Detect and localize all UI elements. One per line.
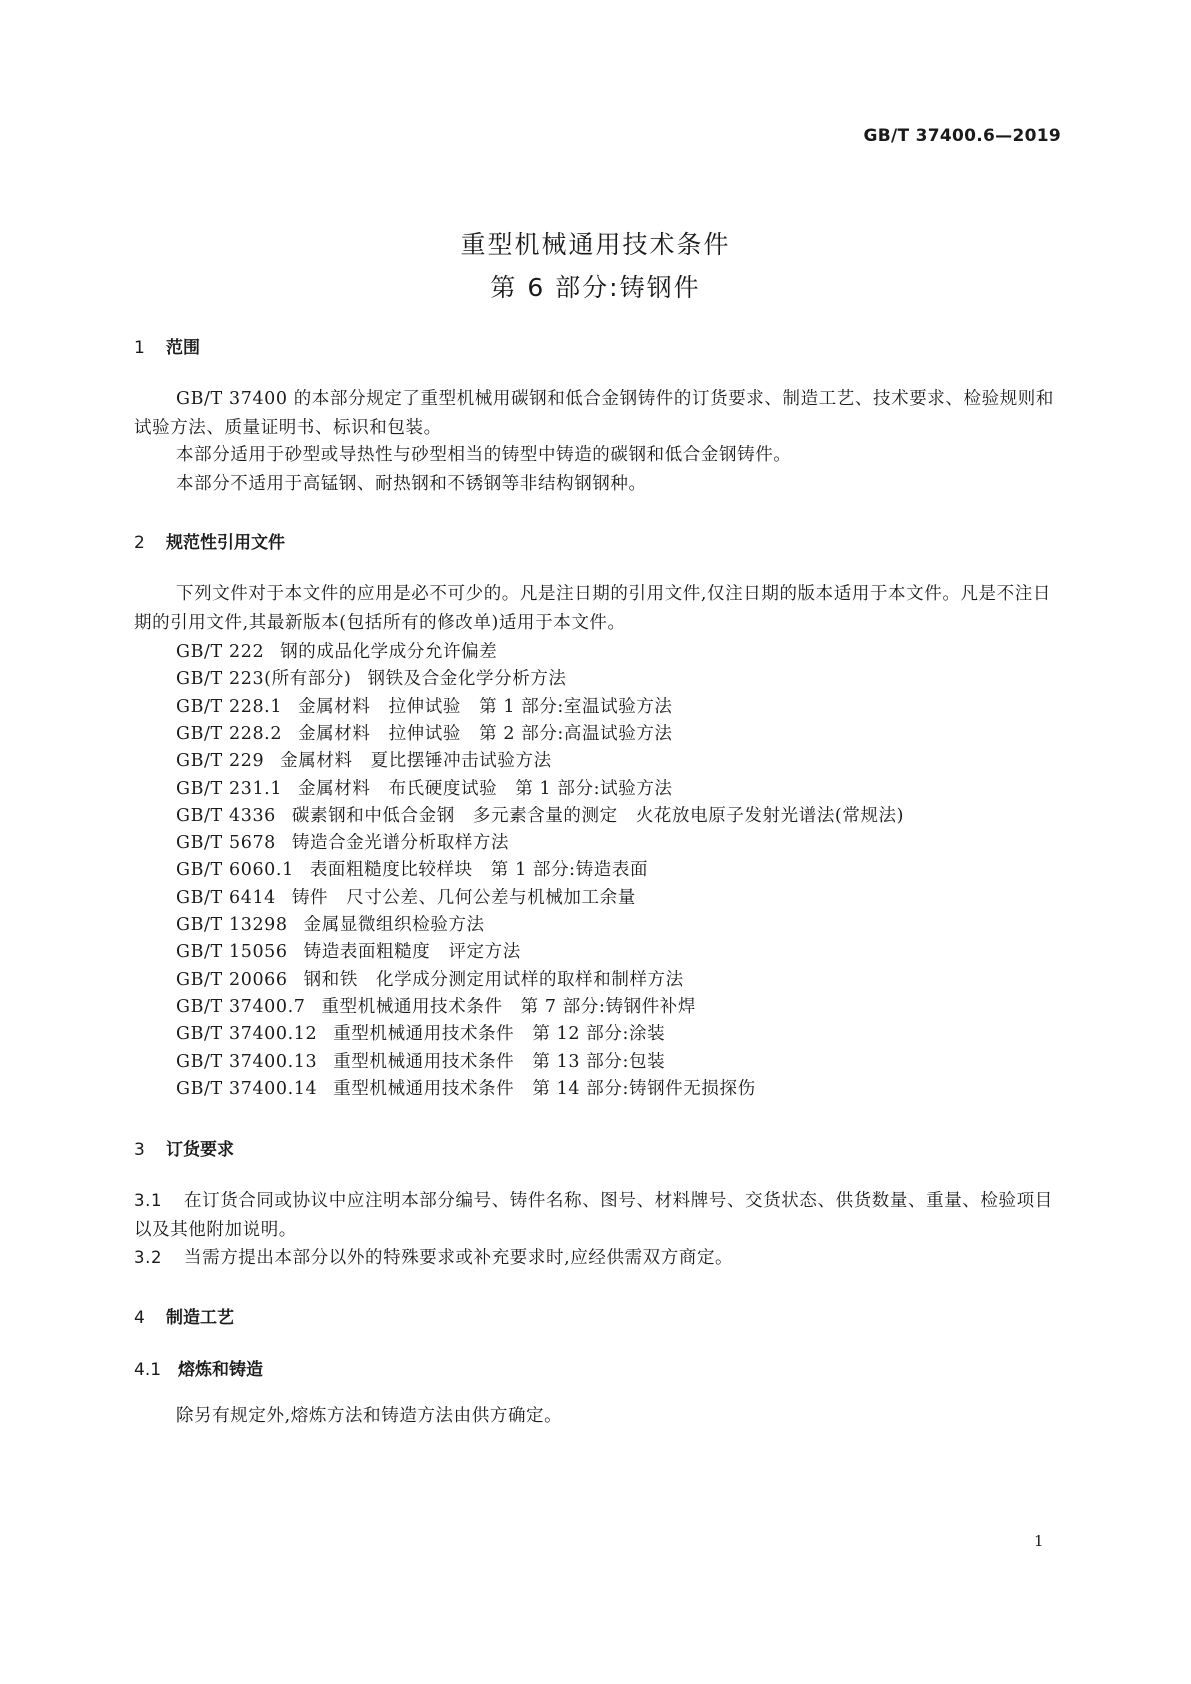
reference-code: GB/T 37400.13	[176, 1051, 318, 1072]
scope-paragraph-2: 本部分适用于砂型或导热性与砂型相当的铸型中铸造的碳钢和低合金钢铸件。	[176, 445, 792, 465]
section-title: 范围	[166, 338, 200, 358]
reference-item	[176, 829, 509, 854]
reference-title: 重型机械通用技术条件 第 7 部分:铸钢件补焊	[321, 996, 697, 1017]
reference-title: 金属材料 拉伸试验 第 2 部分:高温试验方法	[298, 723, 673, 744]
reference-item	[176, 1075, 756, 1100]
clause-text: 在订货合同或协议中应注明本部分编号、铸件名称、图号、材料牌号、交货状态、供货数量、重量、检验项目以及其他附加说明。	[134, 1191, 1053, 1240]
page-number: 1	[1034, 1532, 1044, 1550]
reference-item	[176, 938, 521, 963]
reference-code: GB/T 37400.12	[176, 1024, 318, 1045]
reference-item	[176, 856, 648, 881]
clause-3-2	[134, 1243, 1059, 1273]
standard-code: GB/T 37400.6—2019	[863, 126, 1061, 146]
normative-intro: 下列文件对于本文件的应用是必不可少的。凡是注日期的引用文件,仅注日期的版本适用于本文件。凡是不注日期的引用文件,其最新版本(包括所有的修改单)适用于本文件。	[134, 584, 1051, 633]
reference-item	[176, 993, 696, 1018]
reference-code: GB/T 231.1	[176, 778, 283, 799]
reference-title: 金属显微组织检验方法	[303, 915, 485, 935]
reference-title: 钢铁及合金化学分析方法	[367, 669, 567, 690]
reference-item	[176, 911, 485, 936]
section-number: 4.1	[134, 1360, 162, 1380]
reference-title: 金属材料 布氏硬度试验 第 1 部分:试验方法	[298, 778, 673, 799]
clause-3-1	[134, 1186, 1059, 1245]
scope-paragraph-1: GB/T 37400 的本部分规定了重型机械用碳钢和低合金钢铸件的订货要求、制造工艺、技术要求、检验规则和试验方法、质量证明书、标识和包装。	[134, 389, 1054, 438]
scope-paragraph-3: 本部分不适用于高锰钢、耐热钢和不锈钢等非结构钢钢种。	[176, 474, 647, 494]
section-title: 规范性引用文件	[166, 533, 285, 553]
document-subtitle: 第 6 部分:铸钢件	[490, 273, 701, 302]
reference-item	[176, 747, 552, 772]
reference-item	[176, 665, 567, 690]
section-number: 4	[134, 1308, 145, 1328]
reference-code: GB/T 15056	[176, 942, 288, 963]
clause-number: 3.2	[134, 1248, 163, 1267]
section-number: 1	[134, 338, 145, 358]
reference-title: 重型机械通用技术条件 第 13 部分:包装	[333, 1051, 666, 1072]
reference-code: GB/T 37400.14	[176, 1078, 318, 1099]
reference-code: GB/T 223(所有部分)	[176, 669, 352, 690]
reference-item	[176, 775, 673, 800]
reference-item	[176, 966, 684, 991]
subsection-heading-smelting	[134, 1355, 263, 1380]
reference-title: 金属材料 拉伸试验 第 1 部分:室温试验方法	[298, 696, 673, 717]
section-number: 3	[134, 1140, 145, 1160]
reference-code: GB/T 222	[176, 642, 265, 662]
section-heading-ordering	[134, 1135, 234, 1160]
reference-item	[176, 638, 497, 663]
clause-text: 当需方提出本部分以外的特殊要求或补充要求时,应经供需双方商定。	[184, 1248, 734, 1268]
reference-code: GB/T 5678	[176, 833, 276, 854]
reference-code: GB/T 20066	[176, 969, 288, 990]
reference-code: GB/T 4336	[176, 805, 276, 826]
reference-title: 重型机械通用技术条件 第 12 部分:涂装	[333, 1024, 666, 1045]
section-title: 订货要求	[166, 1140, 234, 1160]
section-number: 2	[134, 533, 145, 553]
reference-code: GB/T 6414	[176, 887, 276, 908]
section-title: 制造工艺	[166, 1308, 234, 1328]
reference-code: GB/T 6060.1	[176, 860, 294, 881]
smelting-paragraph: 除另有规定外,熔炼方法和铸造方法由供方确定。	[176, 1406, 563, 1426]
document-title: 重型机械通用技术条件	[460, 230, 731, 259]
reference-item	[176, 720, 673, 745]
reference-code: GB/T 228.1	[176, 696, 283, 717]
reference-title: 表面粗糙度比较样块 第 1 部分:铸造表面	[309, 860, 649, 881]
reference-title: 钢的成品化学成分允许偏差	[280, 642, 498, 662]
section-heading-scope	[134, 333, 200, 358]
reference-item	[176, 1020, 665, 1045]
reference-code: GB/T 37400.7	[176, 996, 306, 1017]
section-heading-manufacturing	[134, 1303, 234, 1328]
reference-item	[176, 1048, 665, 1073]
section-title: 熔炼和铸造	[178, 1360, 263, 1380]
reference-item	[176, 693, 673, 718]
reference-title: 碳素钢和中低合金钢 多元素含量的测定 火花放电原子发射光谱法(常规法)	[291, 805, 905, 826]
reference-title: 重型机械通用技术条件 第 14 部分:铸钢件无损探伤	[333, 1078, 756, 1099]
reference-title: 铸件 尺寸公差、几何公差与机械加工余量	[291, 887, 636, 908]
reference-code: GB/T 13298	[176, 915, 288, 935]
section-heading-normative	[134, 528, 285, 553]
reference-title: 金属材料 夏比摆锤冲击试验方法	[280, 751, 552, 772]
clause-number: 3.1	[134, 1191, 163, 1210]
reference-title: 铸造表面粗糙度 评定方法	[303, 942, 521, 963]
reference-code: GB/T 228.2	[176, 723, 283, 744]
reference-item	[176, 884, 636, 909]
reference-title: 钢和铁 化学成分测定用试样的取样和制样方法	[303, 969, 684, 990]
reference-title: 铸造合金光谱分析取样方法	[291, 833, 510, 854]
reference-code: GB/T 229	[176, 751, 265, 772]
reference-item	[176, 802, 904, 827]
